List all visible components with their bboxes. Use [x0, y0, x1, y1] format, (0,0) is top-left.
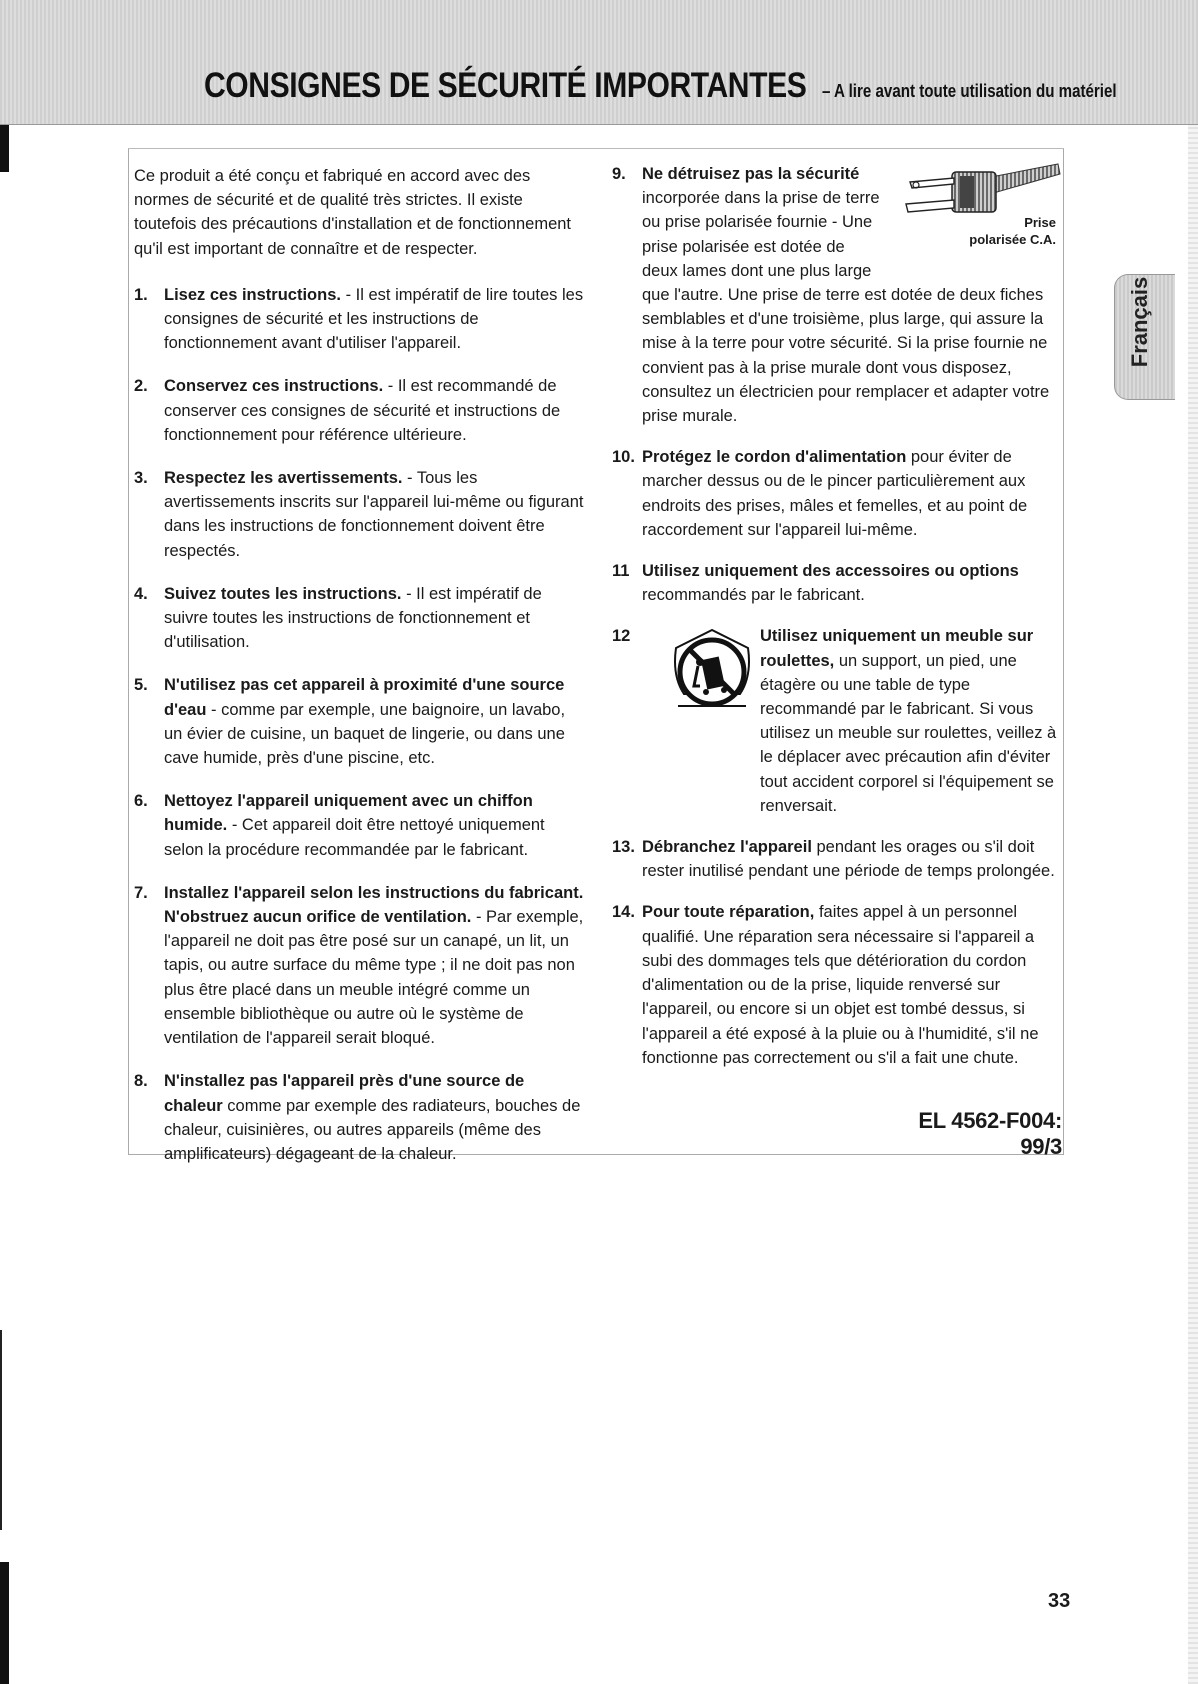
page-subtitle: – A lire avant toute utilisation du matériel [822, 81, 1118, 101]
language-tab-label: Français [1127, 276, 1152, 368]
intro-paragraph: Ce produit a été conçu et fabriqué en accord avec des normes de sécurité et de qualité très strictes. Il existe toutefois des précautions d'installation et de fonctionnement qu'il est important de connaître et de respecter. [134, 167, 572, 258]
safety-item-5 [134, 673, 586, 770]
item-text: comme par exemple des radiateurs, bouches de chaleur, cuisinières, ou autres appareils (même des amplificateurs) dégageant de la chaleur. [164, 1096, 581, 1163]
item-number: 14. [612, 903, 635, 922]
header-divider [0, 124, 1198, 125]
item-number: 9. [612, 165, 626, 183]
item-number: 6. [134, 792, 148, 811]
cart-tipover-warning-icon [670, 628, 754, 718]
item-heading: Pour toute réparation, [642, 903, 815, 922]
safety-item-9 [612, 162, 1060, 428]
item-heading: N'installez pas l'appareil près d'une source de chaleur [164, 1072, 525, 1115]
safety-item-11 [612, 559, 1060, 607]
item-heading: Conservez ces instructions. [164, 377, 384, 396]
item-number: 3. [134, 469, 148, 488]
page-number: 33 [1048, 1590, 1071, 1612]
safety-item-3 [134, 466, 586, 563]
item-text: - Il est recommandé de conserver ces consignes de sécurité et instructions de fonctionnement pour référence ultérieure. [164, 377, 561, 444]
item-heading: Utilisez uniquement un meuble sur roulettes, [760, 627, 1034, 670]
item-number: 1. [134, 285, 148, 304]
scan-edge-bottom [0, 1562, 9, 1684]
scan-edge-right [1188, 0, 1198, 1684]
cart-text [760, 624, 1060, 818]
item-number: 7. [134, 883, 148, 902]
item-text: - comme par exemple, une baignoire, un lavabo, un évier de cuisine, un baquet de lingerie, ou dans une cave humide, près d'une piscine, etc. [164, 700, 566, 768]
item-heading: Lisez ces instructions. [164, 285, 341, 304]
item-heading: Nettoyez l'appareil uniquement avec un chiffon humide. [164, 792, 533, 835]
item-text: - Cet appareil doit être nettoyé uniquement selon la procédure recommandée par le fabricant. [164, 816, 545, 859]
item-text: incorporée dans la prise de terre ou prise polarisée fournie - Une prise polarisée est dotée de deux lames dont une plus large que l'autre. Une prise de terre est dotée de deux fiches semblables et d'une troisième, plus large, qui assure la mise à la terre pour votre sécurité. Si la prise fournie ne convient pas à la prise murale dont vous disposez, consultez un électricien pour remplacer et adapter votre prise murale. [642, 189, 1050, 426]
safety-item-13 [612, 835, 1060, 883]
item-text: - Tous les avertissements inscrits sur l'appareil lui-même ou figurant dans les instructions de fonctionnement doivent être respectés. [164, 469, 584, 560]
item-number: 5. [134, 676, 148, 695]
cart-block [642, 624, 1060, 818]
safety-list-right-2 [612, 835, 1060, 1070]
item-text: pour éviter de marcher dessus ou de le pincer particulièrement aux endroits des prises, mâles et femelles, et au point de raccordement sur l'appareil lui-même. [642, 448, 1028, 539]
safety-item-1 [134, 283, 586, 356]
polarized-plug-figure [890, 160, 1062, 260]
left-column [134, 164, 586, 1185]
item-text: - Il est impératif de lire toutes les consignes de sécurité et les instructions de fonctionnement avant d'utiliser l'appareil. [164, 285, 584, 353]
safety-item-2 [134, 374, 586, 447]
item-heading: Suivez toutes les instructions. [164, 584, 402, 603]
safety-item-14 [612, 900, 1060, 1069]
safety-item-6 [134, 789, 586, 862]
content-frame-top [128, 148, 1064, 149]
safety-item-12 [612, 624, 1060, 818]
item-number: 12 [612, 627, 631, 646]
item-heading: Ne détruisez pas la sécurité [642, 165, 860, 183]
page-title: CONSIGNES DE SÉCURITÉ IMPORTANTES [204, 66, 807, 105]
safety-item-8 [134, 1069, 586, 1166]
item-text: - Par exemple, l'appareil ne doit pas être posé sur un canapé, un lit, un tapis, ou autre surface du même type ; il ne doit pas non plus être placé dans un meuble intégré comme un ensemble bibliothèque ou autre où le système de ventilation de l'appareil serait bloqué. [164, 908, 584, 1048]
item-heading: N'utilisez pas cet appareil à proximité d'une source d'eau [164, 676, 565, 719]
item-heading: Utilisez uniquement des accessoires ou options [642, 562, 1019, 581]
item-heading: Installez l'appareil selon les instructions du fabricant. N'obstruez aucun orifice de ventilation. [164, 883, 584, 927]
right-column [612, 162, 1060, 1087]
item-number: 11 [612, 562, 630, 581]
scan-edge-line [0, 1330, 2, 1530]
safety-item-4 [134, 582, 586, 655]
item-number: 13. [612, 838, 635, 857]
safety-list-left [134, 283, 586, 1166]
page-title-row [204, 56, 1194, 106]
item-heading: Respectez les avertissements. [164, 469, 403, 488]
item-number: 10. [612, 448, 635, 467]
item-text: pendant les orages ou s'il doit rester inutilisé pendant une période de temps prolongée. [642, 838, 1055, 881]
item-text: faites appel à un personnel qualifié. Une réparation sera nécessaire si l'appareil a subi des dommages tels que détérioration du cordon d'alimentation ou de la prise, liquide renversé sur l'appareil, ou encore si un objet est tombé dessus, si l'appareil a été exposé à la pluie ou à l'humidité, s'il ne fonctionne pas correctement ou s'il a fait une chute. [642, 903, 1039, 1067]
plug-caption: Prise polarisée C.A. [969, 215, 1056, 247]
safety-item-7 [134, 881, 586, 1050]
item-heading: Débranchez l'appareil [642, 838, 812, 857]
item-text: recommandés par le fabricant. [642, 586, 865, 605]
safety-item-10 [612, 445, 1060, 542]
item-text: - Il est impératif de suivre toutes les instructions de fonctionnement et d'utilisation. [164, 584, 542, 652]
item-heading: Protégez le cordon d'alimentation [642, 448, 907, 467]
item-number: 2. [134, 377, 148, 396]
item-number: 8. [134, 1072, 148, 1091]
item-number: 4. [134, 584, 148, 603]
plug-icon [890, 160, 1062, 216]
safety-list-right-1 [612, 445, 1060, 607]
item-text: un support, un pied, une étagère ou une table de type recommandé par le fabricant. Si vous utilisez un meuble sur roulettes, veillez à le déplacer avec précaution afin d'éviter tout accident corporel si l'équipement se renversait. [760, 651, 1057, 815]
document-code: EL 4562-F004: 99/3 [918, 1108, 1062, 1159]
